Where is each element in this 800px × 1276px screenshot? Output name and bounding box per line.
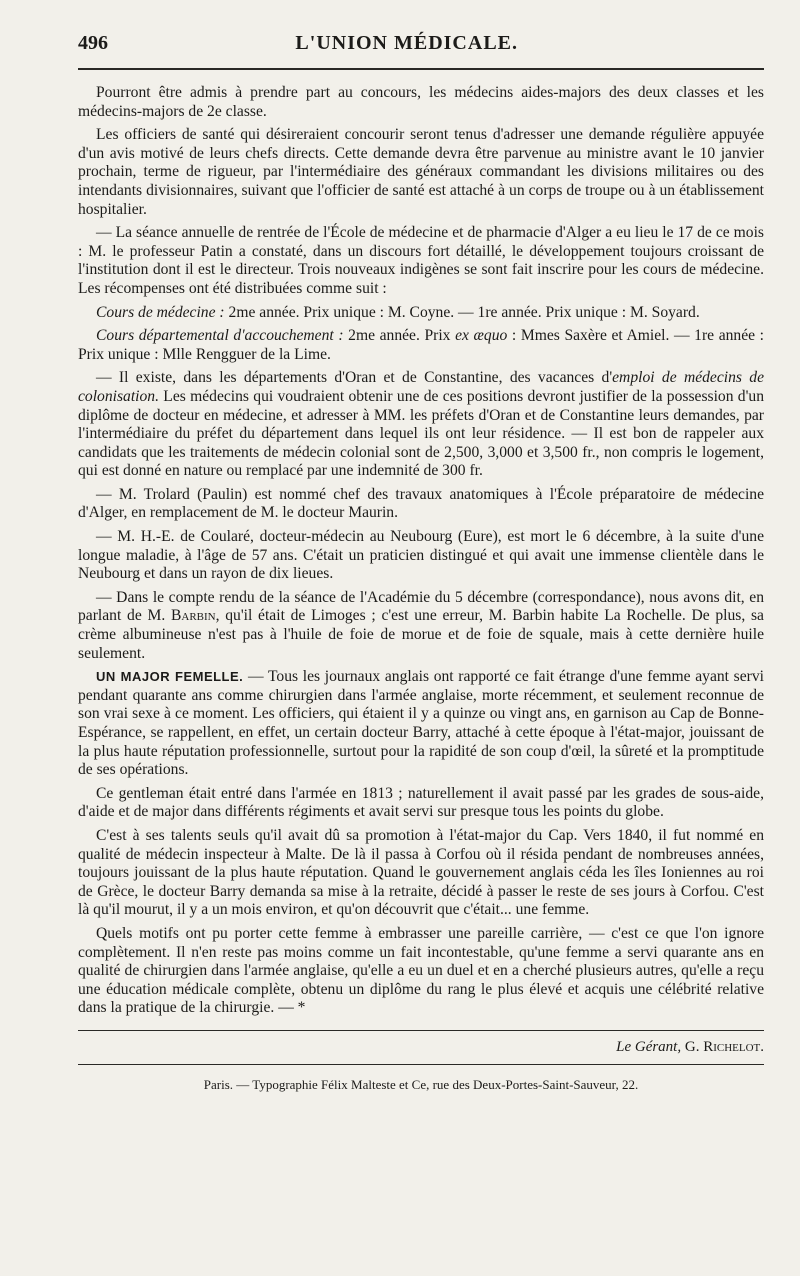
paragraph: Les officiers de santé qui désireraient concourir seront tenus d'adresser une demande régulière appuyée d'un avis motivé de leurs chefs directs. Cette demande devra être parvenue au ministre avant le 10 janvier prochain, terme de rigueur, par l'intermédiaire des généraux commandant les divisions militaires ou des intendants divisionnaires, suivant que l'officier de santé est attaché à un corps de troupe ou à un établissement hospitalier. (78, 126, 764, 218)
paragraph-text: 2me année. Prix unique : M. Coyne. — 1re année. Prix unique : M. Soyard. (224, 303, 700, 321)
person-name: Barbin (170, 607, 216, 625)
paragraph: — M. Trolard (Paulin) est nommé chef des travaux anatomiques à l'École préparatoire de médecine d'Alger, en remplacement de M. le docteur Maurin. (78, 485, 764, 522)
closing-rule (78, 1030, 764, 1031)
page-number: 496 (78, 32, 108, 54)
paragraph: — M. H.-E. de Coularé, docteur-médecin au Neubourg (Eure), est mort le 6 décembre, à la suite d'une longue maladie, à l'âge de 57 ans. C'était un praticien distingué et qui avait une immense clientèle dans le Neubourg et dans un rayon de dix lieues. (78, 528, 764, 583)
section-label: Cours départemental d'accouchement : (96, 327, 344, 345)
paragraph-text: — Dans le compte rendu de la séance de l'Académie du 5 décembre (correspondance), nous avons dit, en parlant de M. (78, 588, 764, 625)
paragraph-text: Les médecins qui voudraient obtenir une de ces positions devront justifier de la possession d'un diplôme de docteur en médecine, et adresser à MM. les préfets d'Oran et de Constantine leurs demandes, par l'intermédiaire du préfet du département dans lequel ils ont leur résidence. — Il est bon de rappeler aux candidats que les traitements de médecin colonial sont de 2,500, 3,000 et 3,500 fr., non compris le logement, qui est donné en nature ou remplacé par une indemnité de 300 fr. (78, 387, 764, 480)
paragraph-text: , qu'il était de Limoges ; c'est une erreur, M. Barbin habite La Rochelle. De plus, sa crème albumineuse n'est pas à l'huile de foie de morue et de foie de squale, mais à cette dernière huile seulement. (78, 607, 764, 662)
paragraph-text: — Tous les journaux anglais ont rapporté ce fait étrange d'une femme ayant servi pendant quarante ans comme chirurgien dans l'armée anglaise, morte récemment, et seulement reconnue de son vrai sexe à ce moment. Les officiers, qui étaient il y a quinze ou vingt ans, en garnison au Cap de Bonne-Espérance, se rappellent, en effet, un certain docteur Barry, attaché à cette époque à l'état-major, jouissant de la plus haute réputation professionnelle, surtout pour la rapidité de son coup d'œil, la sûreté et la promptitude de ses opérations. (78, 668, 764, 779)
paragraph: — La séance annuelle de rentrée de l'École de médecine et de pharmacie d'Alger a eu lieu le 17 de ce mois : M. le professeur Patin a constaté, dans un discours fort détaillé, le développement toujours croissant de l'institution dont il est le directeur. Trois nouveaux indigènes se sont fait inscrire pour les cours de médecine. Les récompenses ont été distribuées comme suit : (78, 224, 764, 297)
running-title: L'UNION MÉDICALE. (295, 32, 518, 54)
paragraph: Quels motifs ont pu porter cette femme à embrasser une pareille carrière, — c'est ce que l'on ignore complètement. Il n'en reste pas moins comme un fait incontestable, qu'une femme a servi quarante ans en qualité de chirurgien dans l'armée anglaise, qu'elle a eu un duel et en a cherché plusieurs autres, qu'elle a reçu une éducation médicale complète, obtenu un diplôme du rang le plus élevé et acquis une célébrité relative dans la pratique de la chirurgie. — * (78, 924, 764, 1017)
signature-label: Le Gérant, (616, 1038, 682, 1055)
signature (78, 1039, 764, 1056)
paragraph-text: : Mmes Saxère et Amiel. — 1re année : Prix unique : Mlle Rengguer de la Lime. (78, 327, 764, 363)
paragraph-text: 2me année. Prix (343, 327, 456, 345)
footer-rule (78, 1064, 764, 1065)
paragraph-text: — Il existe, dans les départements d'Oran et de Constantine, des vacances d' (96, 369, 613, 387)
paragraph (78, 327, 764, 364)
paragraph: C'est à ses talents seuls qu'il avait dû sa promotion à l'état-major du Cap. Vers 1840, il fut nommé en qualité de médecin inspecteur à Malte. De là il passa à Corfou où il résida pendant de nombreuses années, toujours jouissant de la plus haute réputation. Quand le gouvernement anglais céda les îles Ioniennes au roi de Grèce, le docteur Barry demanda sa mise à la retraite, décidé à passer le reste de ses jours à Corfou. C'est là qu'il mourut, il y a un mois environ, et qu'on découvrit que c'était... une femme. (78, 826, 764, 919)
paragraph (78, 668, 764, 780)
article-heading: UN MAJOR FEMELLE. (96, 669, 244, 685)
signature-name: G. Richelot. (681, 1038, 764, 1055)
italic-phrase: emploi de médecins de colonisation. (78, 369, 765, 405)
page-header (78, 32, 764, 62)
paragraph: Pourront être admis à prendre part au concours, les médecins aides-majors des deux classes et les médecins-majors de 2e classe. (78, 84, 764, 120)
paragraph: Ce gentleman était entré dans l'armée en 1813 ; naturellement il avait passé par les grades de sous-aide, d'aide et de major dans différents régiments et avait servi sur presque tous les points du globe. (78, 784, 764, 821)
printer-imprint: Paris. — Typographie Félix Malteste et Ce, rue des Deux-Portes-Saint-Sauveur, 22. (203, 1076, 639, 1092)
section-label: Cours de médecine : (96, 303, 225, 321)
paragraph (78, 369, 764, 481)
article-body (78, 84, 764, 1018)
latin-phrase: ex æquo (455, 327, 508, 345)
paragraph (78, 304, 764, 323)
paragraph (78, 589, 764, 663)
header-rule (78, 68, 764, 70)
